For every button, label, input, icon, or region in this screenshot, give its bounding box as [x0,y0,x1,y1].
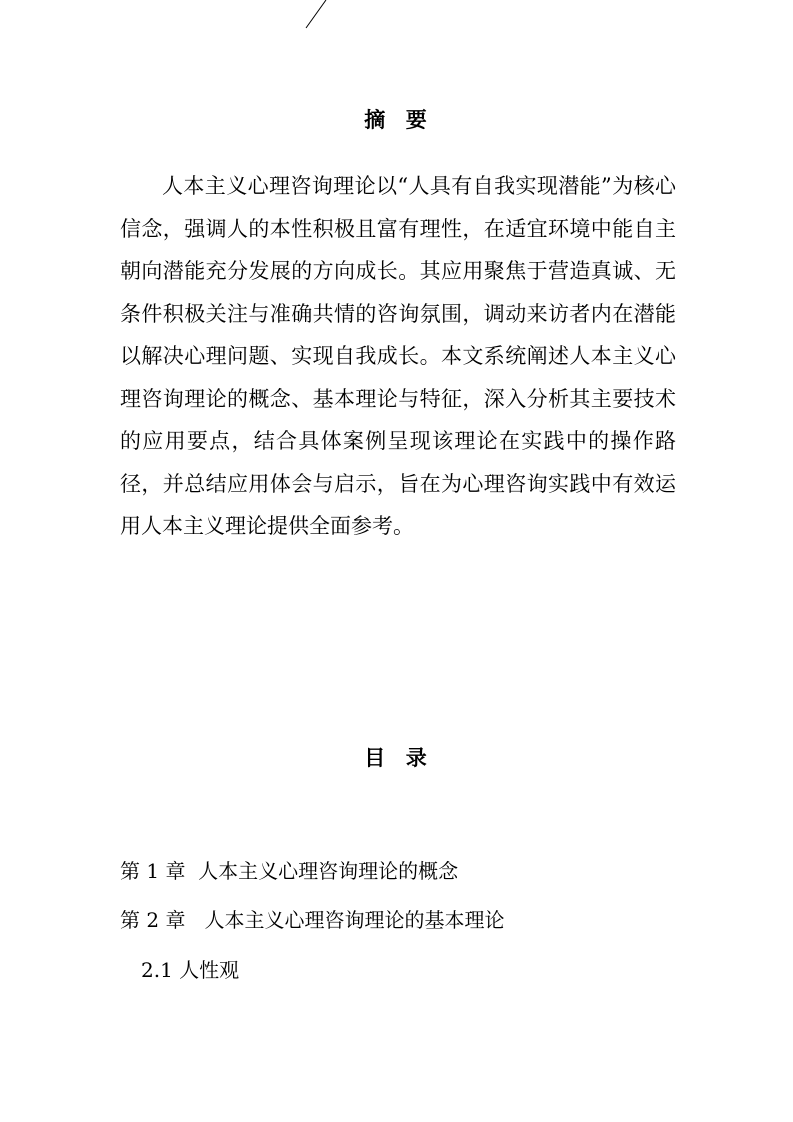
abstract-body: 人本主义心理咨询理论以“人具有自我实现潜能”为核心信念，强调人的本性积极且富有理性，在适宜环境中能自主朝向潜能充分发展的方向成长。其应用聚焦于营造真诚、无条件积极关注与准确共情的咨询氛围，调动来访者内在潜能以解决心理问题、实现自我成长。本文系统阐述人本主义心理咨询理论的概念、基本理论与特征，深入分析其主要技术的应用要点，结合具体案例呈现该理论在实践中的操作路径，并总结应用体会与启示，旨在为心理咨询实践中有效运用人本主义理论提供全面参考。 [120,174,676,538]
toc-item-chapter-1[interactable]: 第 1 章 人本主义心理咨询理论的概念 [120,859,459,883]
toc-title: 目 录 [364,746,429,770]
toc-item-section-2-1[interactable]: 2.1 人性观 [141,958,240,982]
toc-item-chapter-2[interactable]: 第 2 章 人本主义心理咨询理论的基本理论 [120,908,505,932]
corner-crop-mark [0,0,793,40]
abstract-title: 摘 要 [364,108,429,132]
